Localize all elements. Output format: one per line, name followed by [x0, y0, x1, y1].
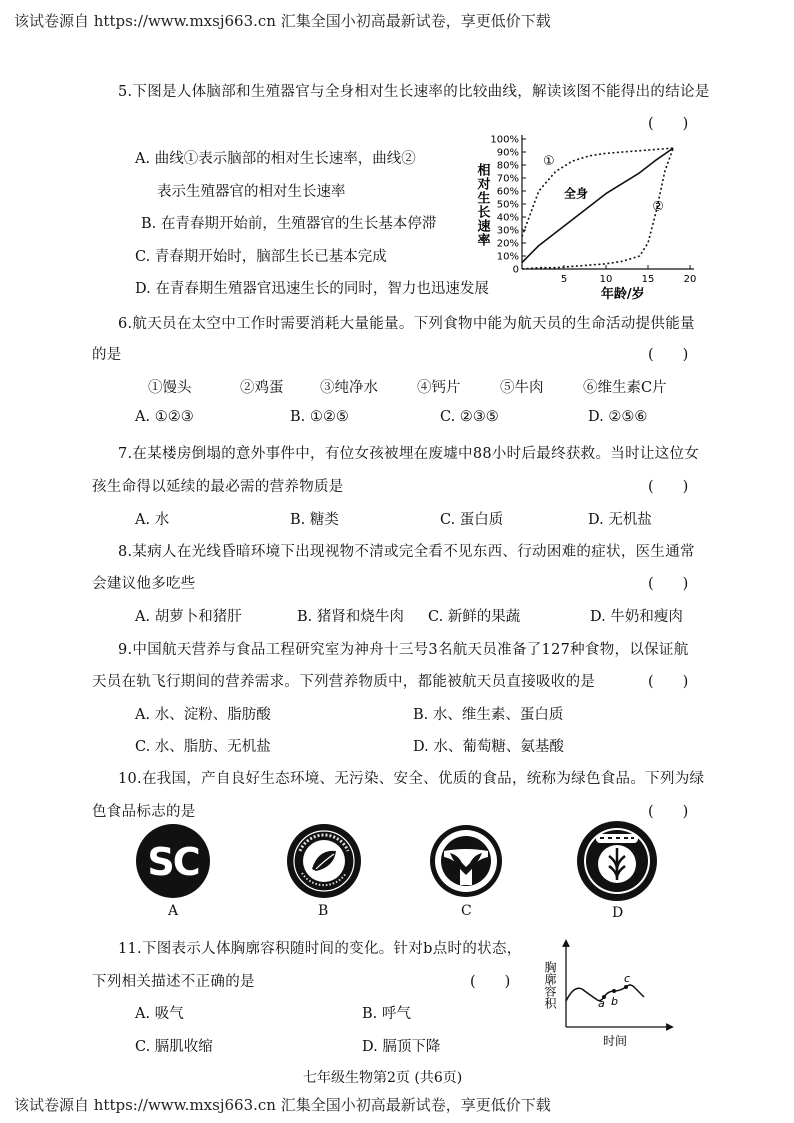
point-b-marker — [612, 989, 616, 993]
q5-option-a2: 表示生殖器官的相对生长速率 — [157, 184, 346, 200]
q6-option-c: C. ②③⑤ — [440, 409, 499, 425]
q11-stem-line2: 下列相关描述不正确的是 — [92, 974, 255, 990]
q6-option-a: A. ①②③ — [135, 409, 194, 425]
q6-item-2: ②鸡蛋 — [240, 380, 284, 396]
q6-item-5: ⑤牛肉 — [500, 380, 544, 396]
chart-y-tick-label: 60% — [496, 186, 519, 198]
chart-y-tick-label: 50% — [496, 199, 519, 211]
q6-stem-line1: 6.航天员在太空中工作时需要消耗大量能量。下列食物中能为航天员的生命活动提供能量 — [118, 316, 695, 332]
chart-x-axis-label: 年龄/岁 — [600, 287, 645, 300]
q5-option-b: B. 在青春期开始前，生殖器官的生长基本停滞 — [141, 216, 437, 232]
page-footer: 七年级生物第2页 (共6页) — [303, 1070, 463, 1086]
q5-option-a1: A. 曲线①表示脑部的相对生长速率，曲线② — [135, 151, 416, 167]
q7-stem-line2: 孩生命得以延续的最必需的营养物质是 — [92, 479, 344, 495]
q7-option-d: D. 无机盐 — [588, 512, 652, 528]
header-banner: 该试卷源自 https://www.mxsj663.cn 汇集全国小初高最新试卷，享更低价下载 — [14, 12, 551, 30]
q8-option-a: A. 胡萝卜和猪肝 — [135, 609, 242, 625]
graph-x-label: 时间 — [603, 1034, 628, 1048]
q8-option-c: C. 新鲜的果蔬 — [428, 609, 521, 625]
q6-item-4: ④钙片 — [417, 380, 461, 396]
q11-answer-paren: ( ) — [470, 974, 511, 990]
q9-stem-line2: 天员在轨飞行期间的营养需求。下列营养物质中，都能被航天员直接吸收的是 — [92, 674, 596, 690]
graph-y-label: 胸廓容积 — [543, 961, 557, 1009]
point-c-marker — [624, 985, 628, 989]
green-food-logo — [576, 820, 658, 902]
q6-item-6: ⑥维生素C片 — [583, 380, 667, 396]
thoracic-volume-graph — [538, 935, 678, 1050]
q11-stem-line1: 11.下图表示人体胸廓容积随时间的变化。针对b点时的状态， — [118, 941, 522, 957]
chart-y-tick-label: 70% — [496, 173, 519, 185]
q8-answer-paren: ( ) — [648, 576, 689, 592]
point-c-label: c — [624, 972, 631, 985]
q6-option-b: B. ①②⑤ — [290, 409, 349, 425]
q9-option-c: C. 水、脂肪、无机盐 — [135, 739, 271, 755]
chart-x-tick-label: 10 — [599, 274, 613, 285]
q6-answer-paren: ( ) — [648, 347, 689, 363]
q11-option-d: D. 膈顶下降 — [362, 1039, 441, 1055]
chart-x-tick-label: 20 — [683, 274, 697, 285]
chart-annotation-body: 全身 — [564, 186, 589, 201]
q8-stem-line1: 8.某病人在光线昏暗环境下出现视物不清或完全看不见东西、行动困难的症状，医生通常 — [118, 544, 695, 560]
q10-stem-line2: 色食品标志的是 — [92, 804, 196, 820]
q10-label-b: B — [318, 903, 329, 919]
q5-answer-paren: ( ) — [648, 116, 689, 132]
q10-label-c: C — [461, 903, 472, 919]
q6-item-3: ③纯净水 — [320, 380, 378, 396]
q11-option-c: C. 膈肌收缩 — [135, 1039, 213, 1055]
q7-option-a: A. 水 — [135, 512, 170, 528]
q5-option-d: D. 在青春期生殖器官迅速生长的同时，智力也迅速发展 — [135, 281, 489, 297]
growth-rate-chart — [470, 125, 705, 300]
sc-logo-text: SC — [147, 840, 199, 884]
q8-option-b: B. 猪肾和烧牛肉 — [297, 609, 404, 625]
q10-label-a: A — [168, 903, 179, 919]
chart-annotation-curve-2: ② — [652, 199, 664, 215]
q6-option-d: D. ②⑤⑥ — [588, 409, 648, 425]
q9-stem-line1: 9.中国航天营养与食品工程研究室为神舟十三号3名航天员准备了127种食物，以保证航 — [118, 642, 689, 658]
chart-y-tick-label: 10% — [496, 251, 519, 263]
chart-y-tick-label: 90% — [496, 147, 519, 159]
q11-option-a: A. 吸气 — [135, 1006, 184, 1022]
q10-label-d: D — [612, 905, 624, 921]
q9-answer-paren: ( ) — [648, 674, 689, 690]
q9-option-d: D. 水、葡萄糖、氨基酸 — [413, 739, 564, 755]
q10-stem-line1: 10.在我国，产自良好生态环境、无污染、安全、优质的食品，统称为绿色食品。下列为绿 — [118, 771, 705, 787]
q7-answer-paren: ( ) — [648, 479, 689, 495]
q6-stem-line2: 的是 — [92, 347, 122, 363]
q11-option-b: B. 呼气 — [362, 1006, 411, 1022]
chart-x-tick-label: 15 — [641, 274, 655, 285]
q6-item-1: ①馒头 — [148, 380, 192, 396]
chart-y-axis-label: 相对生长速率 — [474, 163, 490, 247]
q5-stem: 5.下图是人体脑部和生殖器官与全身相对生长速率的比较曲线，解读该图不能得出的结论是 — [118, 84, 710, 100]
chart-y-tick-label: 20% — [496, 238, 519, 250]
q9-option-a: A. 水、淀粉、脂肪酸 — [135, 707, 271, 723]
chart-y-tick-label: 80% — [496, 160, 519, 172]
q7-option-b: B. 糖类 — [290, 512, 339, 528]
chart-y-tick-label: 0 — [512, 264, 519, 276]
q5-option-c: C. 青春期开始时，脑部生长已基本完成 — [135, 249, 387, 265]
q7-option-c: C. 蛋白质 — [440, 512, 504, 528]
q8-option-d: D. 牛奶和瘦肉 — [590, 609, 683, 625]
q7-stem-line1: 7.在某楼房倒塌的意外事件中，有位女孩被埋在废墟中88小时后最终获救。当时让这位女 — [118, 446, 700, 462]
point-b-label: b — [611, 995, 618, 1008]
chart-y-tick-label: 30% — [496, 225, 519, 237]
q8-stem-line2: 会建议他多吃些 — [92, 576, 196, 592]
point-a-label: a — [598, 997, 605, 1010]
sc-logo — [135, 823, 211, 899]
chart-y-tick-label: 100% — [490, 134, 519, 146]
pollution-free-logo — [428, 823, 504, 899]
organic-seal-logo — [286, 823, 362, 899]
chart-x-tick-label: 5 — [560, 274, 568, 285]
q9-option-b: B. 水、维生素、蛋白质 — [413, 707, 564, 723]
footer-banner: 该试卷源自 https://www.mxsj663.cn 汇集全国小初高最新试卷，享更低价下载 — [14, 1096, 551, 1114]
chart-y-tick-label: 40% — [496, 212, 519, 224]
chart-annotation-curve-1: ① — [543, 154, 555, 169]
q10-answer-paren: ( ) — [648, 804, 689, 820]
